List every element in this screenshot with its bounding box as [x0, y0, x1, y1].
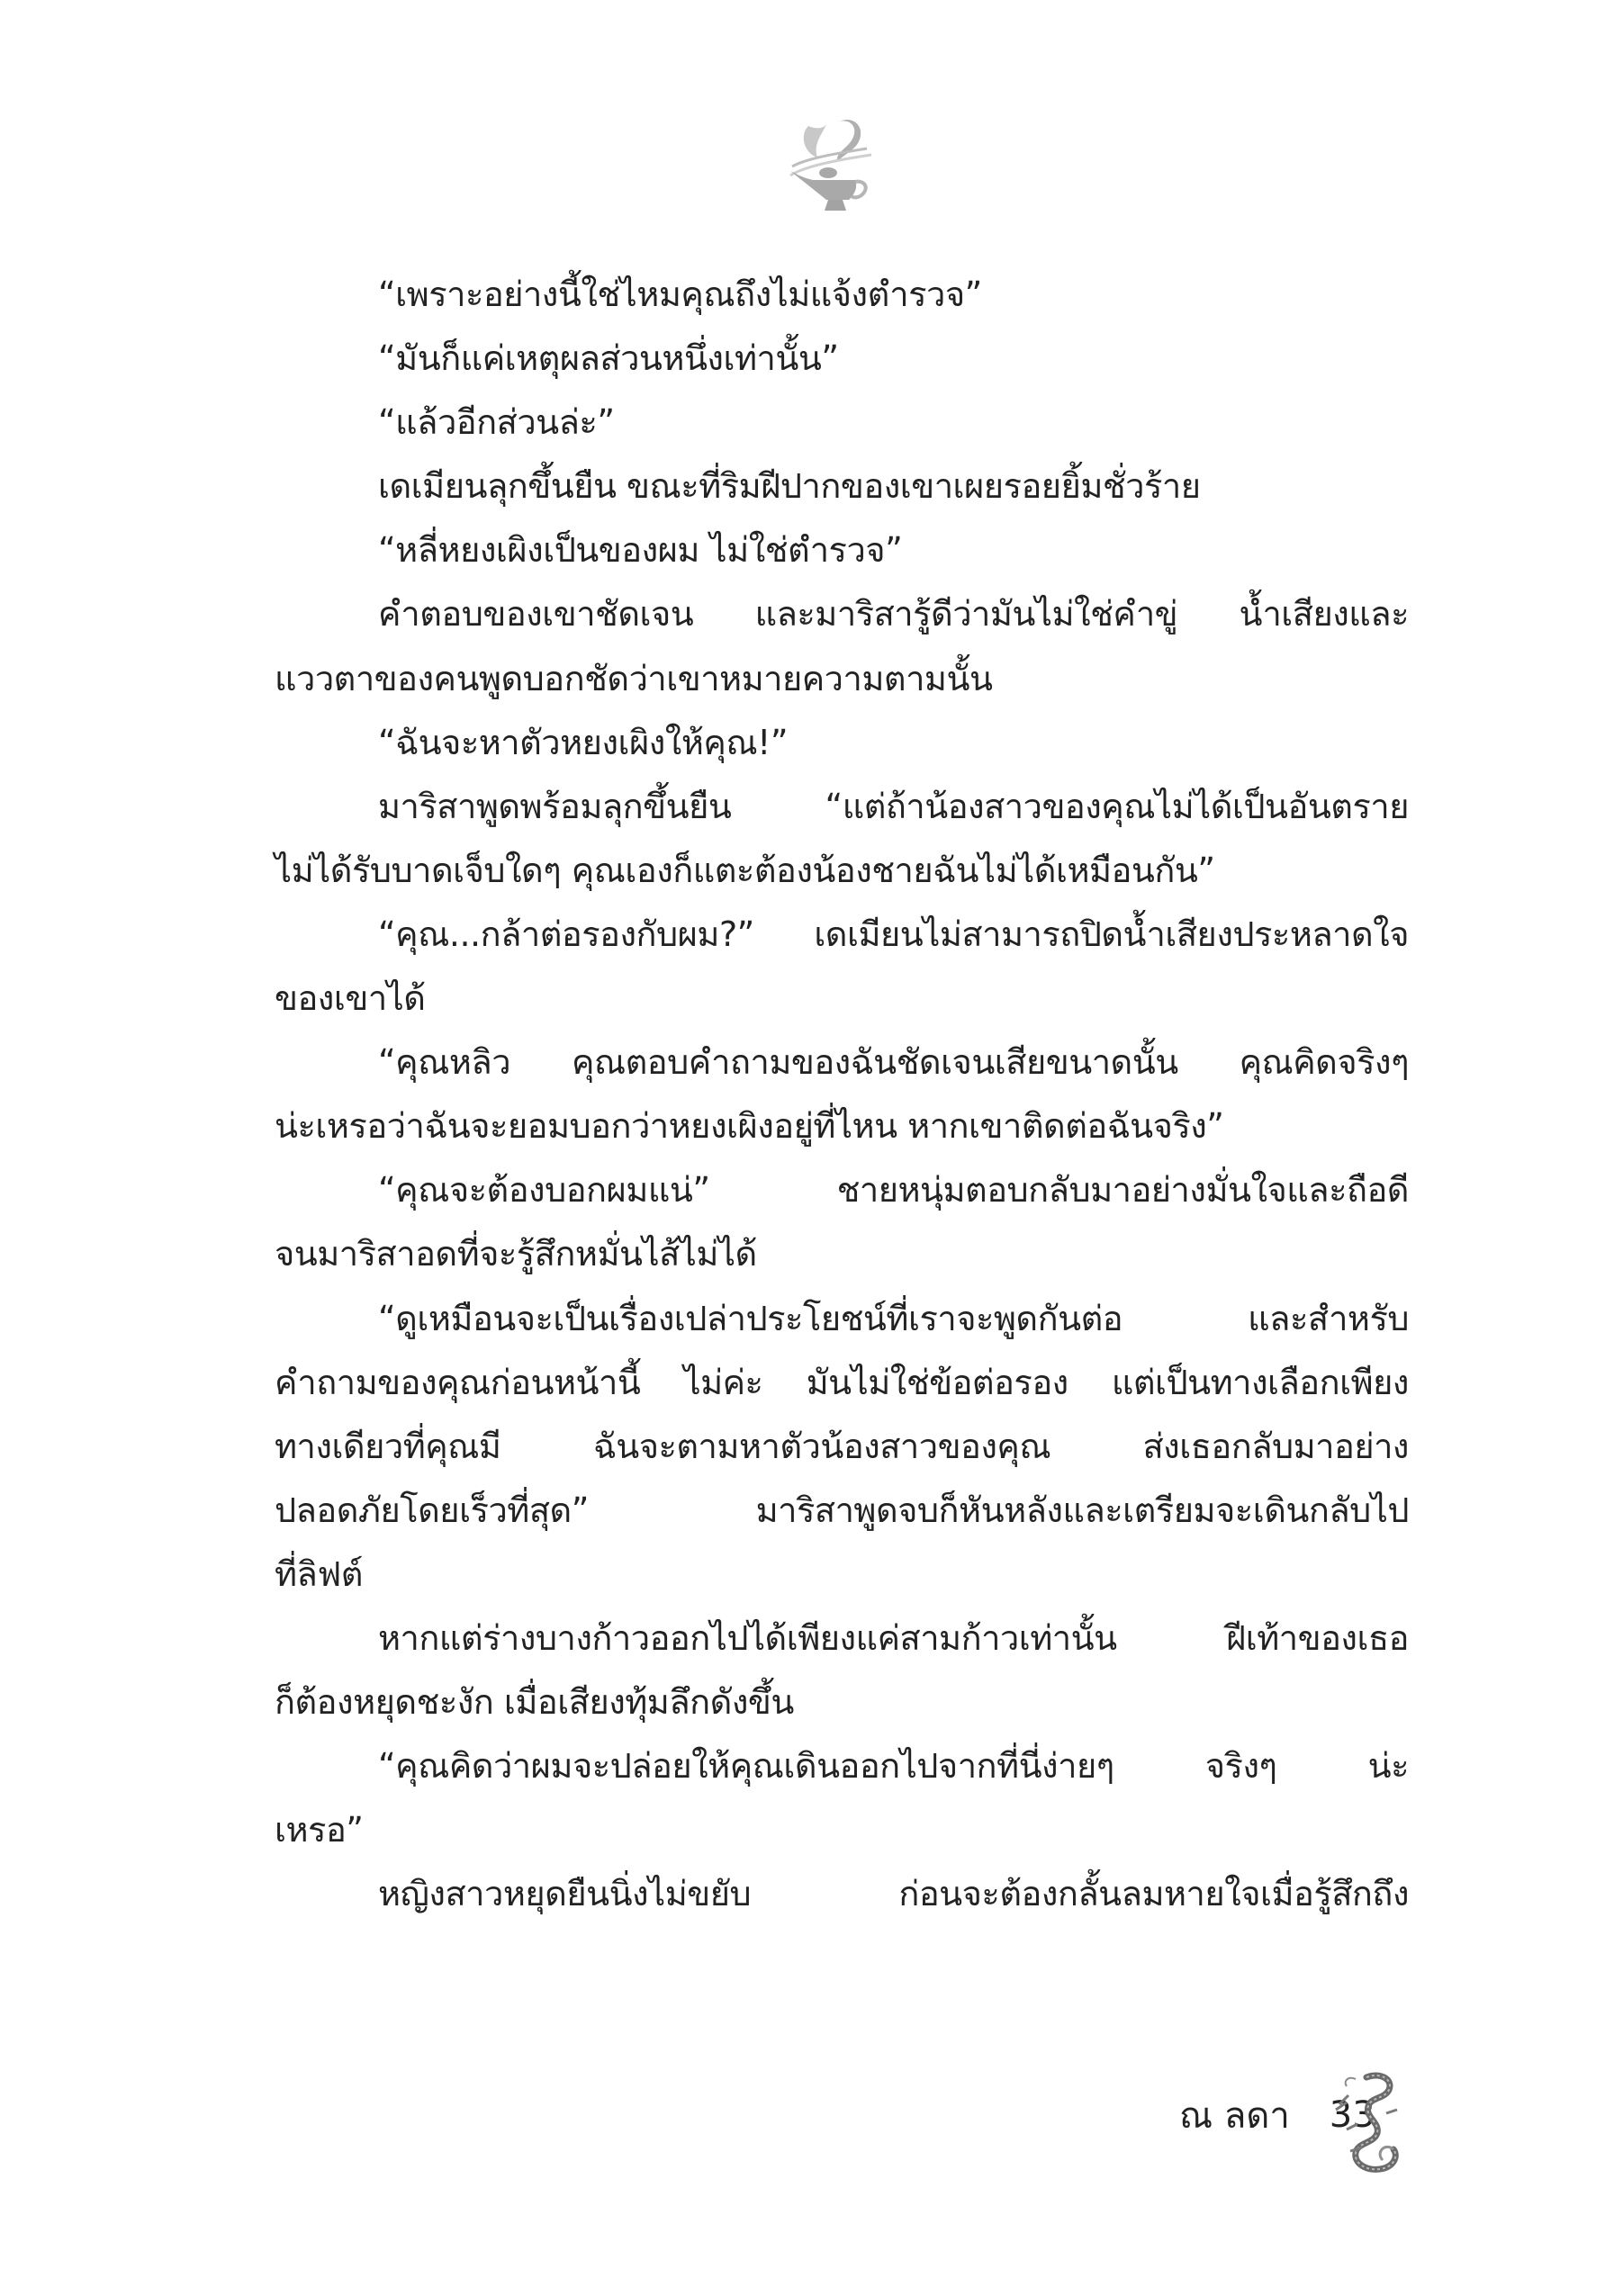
text-line: แววตาของคนพูดบอกชัดว่าเขาหมายความตามนั้น	[275, 658, 993, 698]
text-line: หญิงสาวหยุดยืนนิ่งไม่ขยับ ก่อนจะต้องกลั้นลมหายใจเมื่อรู้สึกถึง	[378, 1874, 1409, 1914]
genie-lamp-icon	[772, 117, 880, 221]
text-line: เหรอ”	[275, 1810, 364, 1850]
text-line: คำถามของคุณก่อนหน้านี้ ไม่ค่ะ มันไม่ใช่ข้อต่อรอง แต่เป็นทางเลือกเพียง	[275, 1362, 1409, 1402]
text-line: “มันก็แค่เหตุผลส่วนหนึ่งเท่านั้น”	[378, 338, 839, 379]
text-line: “คุณจะต้องบอกผมแน่” ชายหนุ่มตอบกลับมาอย่างมั่นใจและถือดี	[378, 1170, 1409, 1211]
text-line: “หลี่หยงเผิงเป็นของผม ไม่ใช่ตำรวจ”	[378, 530, 903, 571]
text-line: ทางเดียวที่คุณมี ฉันจะตามหาตัวน้องสาวของคุณ ส่งเธอกลับมาอย่าง	[275, 1426, 1409, 1466]
dragon-icon	[1330, 2070, 1404, 2187]
text-line: “เพราะอย่างนี้ใช่ไหมคุณถึงไม่แจ้งตำรวจ”	[378, 275, 982, 314]
author-name: ณ ลดา	[1179, 2095, 1290, 2137]
text-line: “ฉันจะหาตัวหยงเผิงให้คุณ!”	[378, 722, 788, 762]
text-line: “ดูเหมือนจะเป็นเรื่องเปล่าประโยชน์ที่เราจะพูดกันต่อ และสำหรับ	[378, 1298, 1409, 1338]
page-number: 33	[1329, 2094, 1375, 2136]
text-line: “คุณ...กล้าต่อรองกับผม?” เดเมียนไม่สามารถปิดน้ำเสียงประหลาดใจ	[378, 914, 1409, 954]
text-line: ที่ลิฟต์	[275, 1553, 363, 1594]
text-line: ก็ต้องหยุดชะงัก เมื่อเสียงทุ้มลึกดังขึ้น	[275, 1682, 794, 1723]
text-line: ไม่ได้รับบาดเจ็บใดๆ คุณเองก็แตะต้องน้องชายฉันไม่ได้เหมือนกัน”	[275, 850, 1215, 890]
text-line: จนมาริสาอดที่จะรู้สึกหมั่นไส้ไม่ได้	[275, 1234, 757, 1274]
text-line: ของเขาได้	[275, 978, 426, 1019]
text-line: “คุณคิดว่าผมจะปล่อยให้คุณเดินออกไปจากที่นี่ง่ายๆ จริงๆ น่ะ	[378, 1746, 1409, 1787]
text-line: “แล้วอีกส่วนล่ะ”	[378, 402, 615, 443]
body-text	[275, 263, 1409, 1926]
text-line: น่ะเหรอว่าฉันจะยอมบอกว่าหยงเผิงอยู่ที่ไหน หากเขาติดต่อฉันจริง”	[275, 1106, 1224, 1147]
text-line: “คุณหลิว คุณตอบคำถามของฉันชัดเจนเสียขนาดนั้น คุณคิดจริงๆ	[378, 1042, 1409, 1083]
text-line: คำตอบของเขาชัดเจน และมาริสารู้ดีว่ามันไม่ใช่คำขู่ น้ำเสียงและ	[378, 594, 1409, 635]
text-line: มาริสาพูดพร้อมลุกขึ้นยืน “แต่ถ้าน้องสาวของคุณไม่ได้เป็นอันตราย	[378, 786, 1409, 826]
text-line: ปลอดภัยโดยเร็วที่สุด” มาริสาพูดจบก็หันหลังและเตรียมจะเดินกลับไป	[275, 1490, 1409, 1530]
text-line: เดเมียนลุกขึ้นยืน ขณะที่ริมฝีปากของเขาเผยรอยยิ้มชั่วร้าย	[378, 466, 1201, 507]
text-line: หากแต่ร่างบางก้าวออกไปได้เพียงแค่สามก้าวเท่านั้น ฝีเท้าของเธอ	[378, 1617, 1409, 1658]
